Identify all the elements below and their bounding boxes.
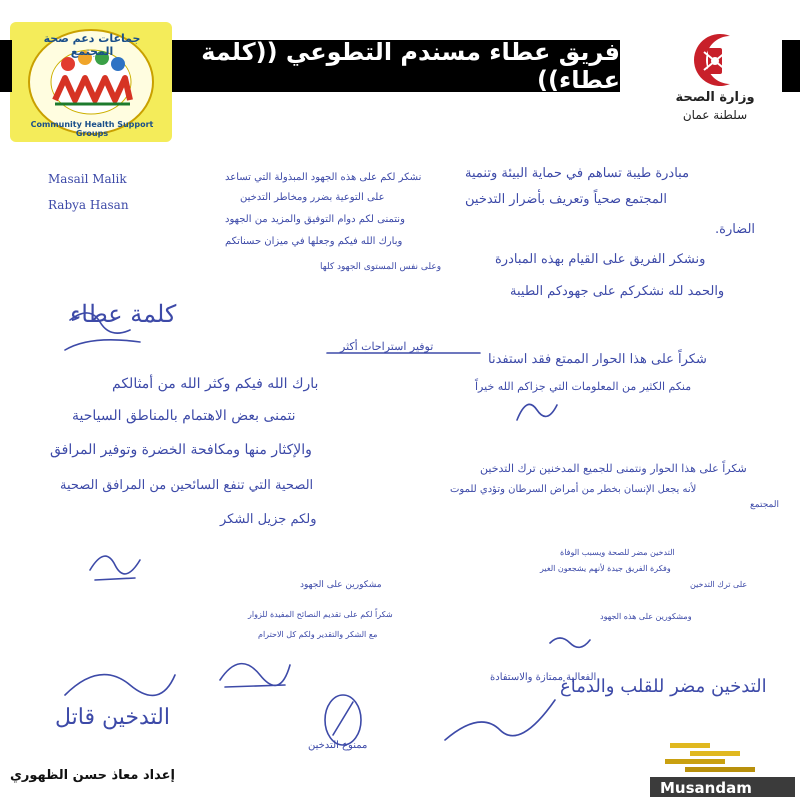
note-lower-center-line-2: شكراً لكم على تقديم النصائح المفيدة للزوار bbox=[248, 610, 393, 619]
note-bottom-left: التدخين قاتل bbox=[55, 705, 170, 730]
underline-icon bbox=[325, 348, 485, 358]
title-bar-left-block bbox=[0, 40, 12, 92]
note-middle-right-1-line-1: شكراً على هذا الحوار الممتع فقد استفدنا bbox=[488, 352, 707, 367]
musandam-label: Musandam bbox=[660, 779, 752, 797]
note-top-right-line-5: والحمد لله نشكركم على جهودكم الطيبة bbox=[510, 284, 725, 299]
note-top-center-line-3: ونتمنى لكم دوام التوفيق والمزيد من الجهود bbox=[225, 214, 405, 225]
note-middle-right-2-line-2: لأنه يجعل الإنسان بخطر من أمراض السرطان وتؤدي للموت bbox=[450, 484, 697, 495]
title-bar-right-block bbox=[782, 40, 800, 92]
note-top-center-line-1: نشكر لكم على هذه الجهود المبذولة التي تساعد bbox=[225, 172, 422, 183]
note-middle-left-line-1: بارك الله فيكم وكثر الله من أمثالكم bbox=[112, 376, 319, 392]
note-big-title: كلمة عطاء bbox=[70, 300, 177, 328]
note-bottom-center-small: ممنوع التدخين bbox=[308, 740, 368, 751]
note-lower-right-line-3: على ترك التدخين bbox=[690, 580, 748, 589]
note-middle-right-2-line-3: المجتمع bbox=[750, 500, 779, 510]
note-lower-right-line-4: ومشكورين على هذه الجهود bbox=[600, 612, 692, 621]
note-top-center-line-2: على التوعية بضرر ومخاطر التدخين bbox=[240, 192, 385, 203]
signature-icon bbox=[512, 390, 562, 430]
musandam-watermark bbox=[640, 735, 800, 800]
note-middle-left-line-5: ولكم جزيل الشكر bbox=[220, 512, 317, 527]
signature-icon bbox=[60, 655, 180, 705]
note-middle-right-2-line-1: شكراً على هذا الحوار ونتمنى للجميع المدخنين ترك التدخين bbox=[480, 462, 747, 475]
logo-english-text: Community Health Support Groups bbox=[30, 120, 154, 138]
scribble-icon bbox=[60, 300, 150, 360]
note-top-right-line-3: الضارة. bbox=[715, 222, 756, 237]
signature-icon bbox=[85, 540, 145, 585]
signature-icon bbox=[215, 645, 295, 695]
note-middle-left-line-3: والإكثار منها ومكافحة الخضرة وتوفير المرافق bbox=[50, 442, 312, 458]
ministry-country: سلطنة عمان bbox=[682, 108, 748, 122]
note-lower-center-line-1: مشكورين على الجهود bbox=[300, 580, 382, 590]
crescent-emblem-icon bbox=[660, 28, 770, 90]
logo-arabic-text: جماعات دعم صحة المجتمع bbox=[43, 32, 141, 58]
note-lower-right-line-1: التدخين مضر للصحة ويسبب الوفاة bbox=[560, 548, 675, 557]
note-middle-left-line-4: الصحية التي تنفع السائحين من المرافق الصحية bbox=[60, 478, 314, 493]
page-title: فريق عطاء مسندم التطوعي ((كلمة عطاء)) bbox=[172, 40, 620, 92]
note-lower-center-line-3: مع الشكر والتقدير ولكم كل الاحترام bbox=[258, 630, 378, 639]
note-top-right-line-1: مبادرة طيبة تساهم في حماية البيئة وتنمية bbox=[465, 166, 690, 181]
note-sub-heading: توفير استراحات أكثر bbox=[340, 340, 434, 353]
note-top-right-line-4: ونشكر الفريق على القيام بهذه المبادرة bbox=[495, 252, 706, 267]
note-name-2: Rabya Hasan bbox=[48, 198, 129, 212]
note-lower-right-line-2: وفكرة الفريق جيدة لأنهم يشجعون الغير bbox=[540, 564, 671, 573]
note-top-center-line-4: وبارك الله فيكم وجعلها في ميزان حسناتكم bbox=[225, 236, 403, 247]
ministry-name: وزارة الصحة bbox=[675, 90, 755, 105]
note-name-1: Masail Malik bbox=[48, 172, 127, 186]
note-top-center-line-5: وعلى نفس المستوى الجهود كلها bbox=[320, 262, 442, 272]
note-bottom-right: التدخين مضر للقلب والدماغ bbox=[560, 676, 767, 697]
note-bottom-right-small: الفعالية ممتازة والاستفادة bbox=[490, 672, 597, 683]
signature-icon bbox=[545, 628, 595, 653]
ministry-logo bbox=[660, 28, 770, 128]
credit-text: إعداد معاذ حسن الظهوري bbox=[10, 768, 175, 783]
note-middle-left-line-2: نتمنى بعض الاهتمام بالمناطق السياحية bbox=[72, 408, 296, 424]
signature-icon bbox=[440, 690, 560, 750]
note-middle-right-1-line-2: منكم الكثير من المعلومات التي جزاكم الله خيراً bbox=[475, 380, 692, 393]
note-top-right-line-2: المجتمع صحياً وتعريف بأضرار التدخين bbox=[465, 192, 667, 207]
